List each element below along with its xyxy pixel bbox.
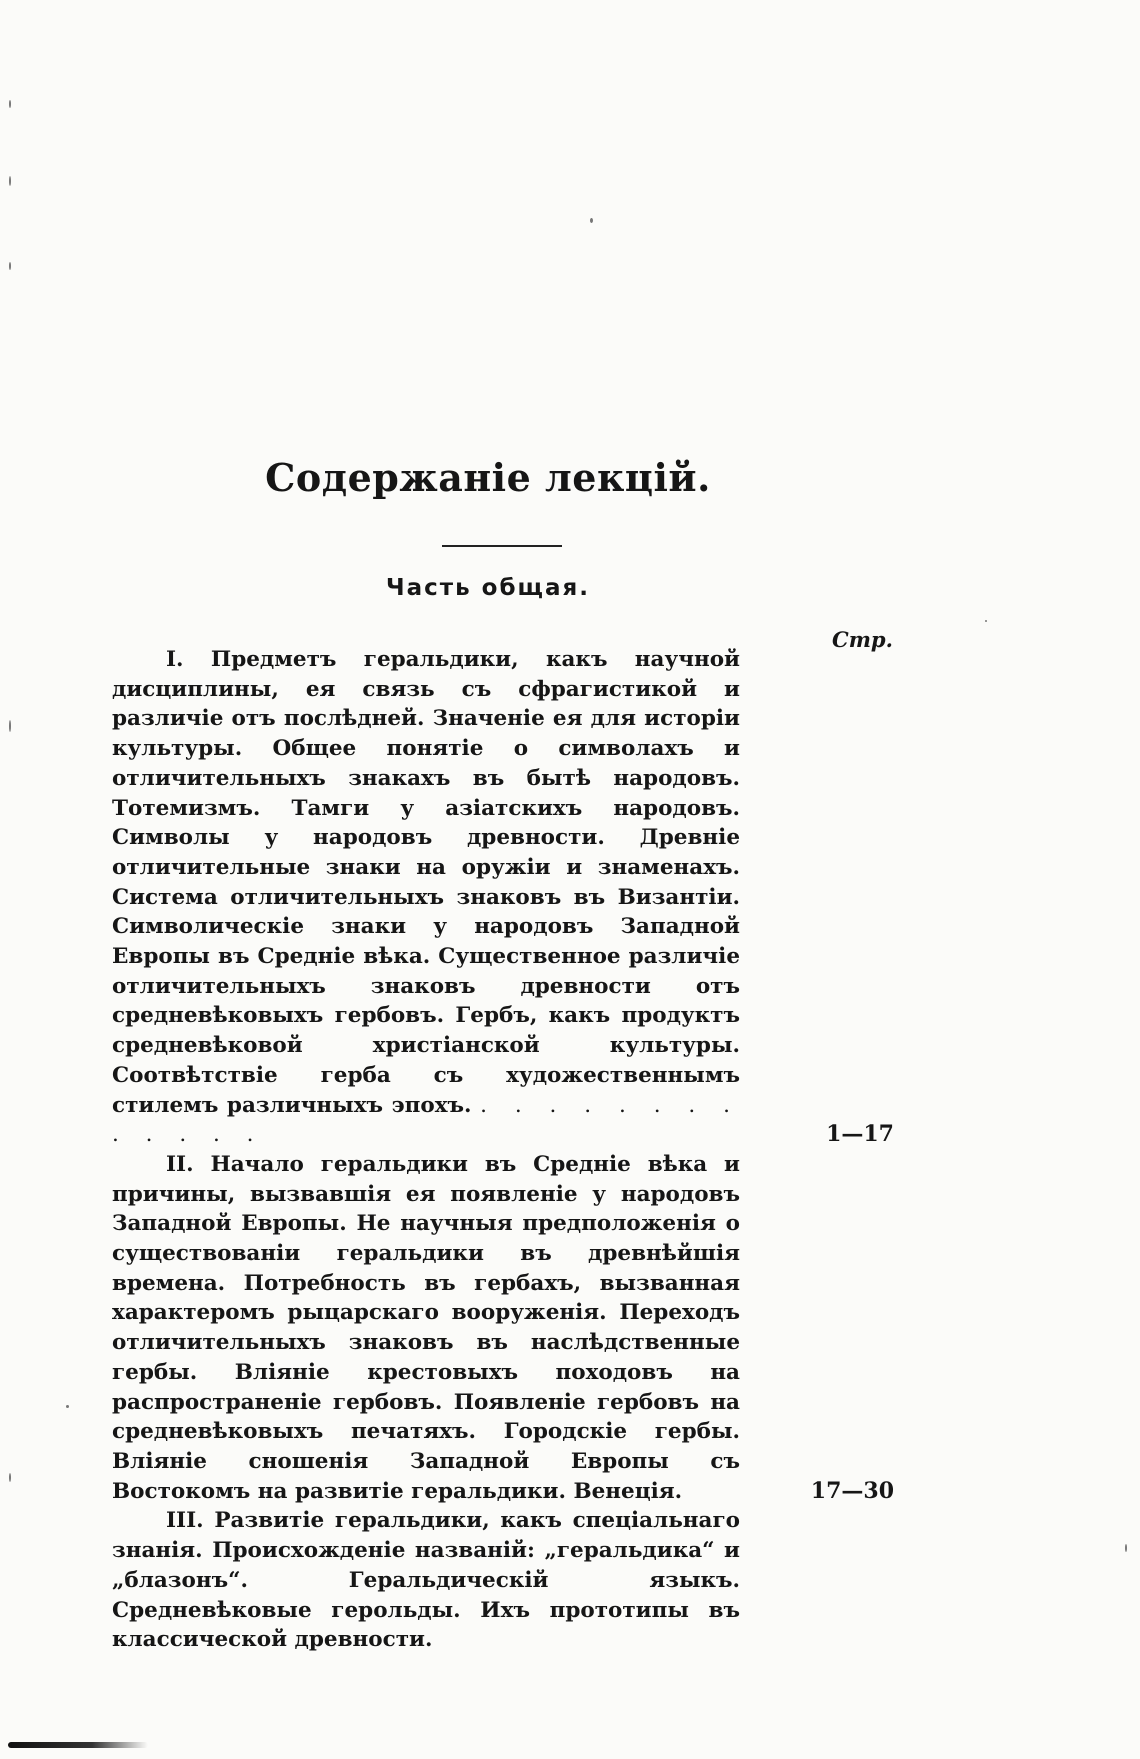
- scan-speck: [9, 1473, 11, 1482]
- toc-entry-text: III. Развитіе геральдики, какъ спеціальнаго знанія. Происхожденіе названій: „геральдика“ и „блазонъ“. Геральдическій языкъ. Средневѣковые герольды. Ихъ прототипы въ классической древности.: [112, 1508, 740, 1653]
- part-heading: Часть общая.: [386, 575, 590, 601]
- title-divider: [442, 545, 562, 547]
- toc-entries: [112, 645, 894, 1655]
- toc-entry: [112, 645, 894, 1150]
- toc-entry-pages: 1—17: [826, 1121, 894, 1148]
- scan-speck: [985, 620, 987, 622]
- scan-edge-mark: [8, 1742, 148, 1748]
- toc-entry-pages: 17—30: [810, 1477, 894, 1504]
- scan-speck: [9, 720, 11, 732]
- toc-entry: [112, 1506, 740, 1655]
- toc-entry-text: I. Предметъ геральдики, какъ научной дисциплины, ея связь съ сфрагистикой и различіе отъ послѣдней. Значеніе ея для исторіи культуры. Общее понятіе о символахъ и отличительныхъ знакахъ въ бытѣ народовъ. Тотемизмъ. Тамги у азіатскихъ народовъ. Символы у народовъ древности. Древніе отличительные знаки на оружіи и знаменахъ. Система отличительныхъ знаковъ въ Византіи. Символическіе знаки у народовъ Западной Европы въ Средніе вѣка. Существенное различіе отличительныхъ знаковъ древности отъ средневѣковыхъ гербовъ. Гербъ, какъ продуктъ средневѣковой христіанской культуры. Соотвѣтствіе герба съ художественнымъ стилемъ различныхъ эпохъ.: [112, 647, 740, 1118]
- page-column-label: Стр.: [832, 627, 893, 652]
- toc-entry: [112, 1150, 894, 1506]
- scan-speck: [1125, 1544, 1127, 1552]
- toc-entry-text: II. Начало геральдики въ Средніе вѣка и причины, вызвавшія ея появленіе у народовъ Западной Европы. Не научныя предположенія о существованіи геральдики въ древнѣйшія времена. Потребность въ гербахъ, вызванная характеромъ рыцарскаго вооруженія. Переходъ отличительныхъ знаковъ въ наслѣдственные гербы. Вліяніе крестовыхъ походовъ на распространеніе гербовъ. Появленіе гербовъ на средневѣковыхъ печатяхъ. Городскіе гербы. Вліяніе сношенія Западной Европы съ Востокомъ на развитіе геральдики. Венеція.: [112, 1151, 740, 1504]
- dot-leader: . . . . . . . . . . . . .: [112, 1092, 740, 1148]
- scan-speck: [66, 1405, 69, 1408]
- scan-speck: [9, 262, 11, 270]
- scan-speck: [9, 100, 11, 108]
- page-title: Содержаніе лекцій.: [265, 455, 711, 500]
- scan-speck: [590, 218, 593, 223]
- scan-speck: [9, 176, 11, 186]
